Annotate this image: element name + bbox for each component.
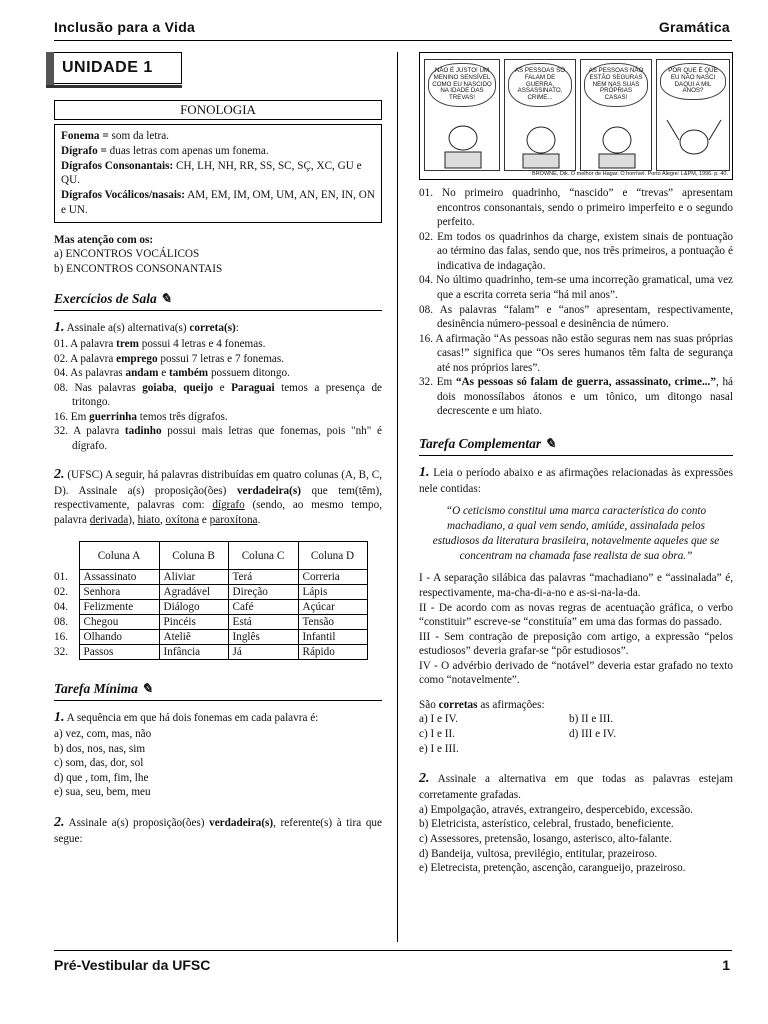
unit-banner — [54, 52, 182, 86]
statement: I - A separação silábica das palavras “machadiano” e “assinalada” é, respectivamente, ma-cha-di-a-no e as-si-na-la-da. — [419, 572, 733, 599]
table-row: 32. Passos Infância Já Rápido — [54, 645, 367, 660]
option: a) I e IV. — [419, 713, 458, 726]
tarefa-complementar-heading: Tarefa Complementar ✎ — [419, 435, 733, 456]
tc-question-1: 1. Leia o período abaixo e as afirmações relacionadas às expressões nele contidas: “O ceticismo constitui uma marca característica do conto machadiano, a qual vem sendo, amiúde, assinalada pelos estudiosos da literatura brasileira, notavelmente aqueles que se concentram na chamada fase realista de sua obra.” I - A separação silábica das palavras “machadiano” e “assinalada” é, respectivamente, ma-cha-di-a-no e as-si-na-la-da. II - De acordo com as novas regras de acentuação gráfica, o verbo “constituir” escreve-se “constituía” em uma das formas do passado. III - Sem contração de preposição com artigo, a expressão “pelos estudiosos” deveria grafar-se “pôr estudiosos”. IV - O advérbio derivado de “notável” deveria estar grafado no texto como “notavelmente”. São corretas as afirmações: a) I e IV. b) II e III. c) I e II. d) III e IV. e) I e III. — [419, 464, 733, 755]
tira-items — [419, 186, 733, 419]
footer-title: Pré-Vestibular da UFSC — [54, 957, 211, 973]
column-header: Coluna D — [298, 542, 367, 570]
header-rule — [54, 40, 732, 41]
list-item: 04. No último quadrinho, tem-se uma incorreção gramatical, uma vez que a escrita correta seria “há mil anos”. — [419, 274, 733, 301]
table-row: 01. Assassinato Aliviar Terá Correria — [54, 570, 367, 585]
option: b) Eletricista, asterístico, celebral, frustado, beneficiente. — [419, 818, 674, 831]
option: e) sua, seu, bem, meu — [54, 786, 151, 799]
option: a) vez, com, mas, não — [54, 728, 152, 741]
option: c) som, das, dor, sol — [54, 757, 144, 770]
comic-panel: POR QUE É QUE EU NÃO NASCI DAQUI A MIL ANOS? — [656, 59, 730, 171]
comic-panel: AS PESSOAS NÃO ESTÃO SEGURAS NEM NAS SUAS PRÓPRIAS CASAS! — [580, 59, 652, 171]
question-2: 2. (UFSC) A seguir, há palavras distribuídas em quatro colunas (A, B, C, D). Assinale a(s) proposição(ões) verdadeira(s) que tem(têm), respectivamente, palavras com: dígrafo (sendo, ao mesmo tempo, palavra derivada), hiato, oxítona e paroxítona. Coluna A Coluna B Coluna C Coluna D 01. Assassinato Aliviar Terá Correria 02. Senhora Agradável Direção Lápis 04. Felizmente Diálogo Café Açúcar 08. Chegou Pincéis Está Tensão 16. Olhando Ateliê Inglês Infantil 32. Passos Infância Já Rápido — [54, 466, 383, 659]
list-item: 16. A afirmação “As pessoas não estão seguras nem nas suas próprias casas!” significa que “Os seres humanos têm falta de segurança até nos próprios lares”. — [419, 332, 733, 374]
comic-panel: NÃO É JUSTO! UM MENINO SENSÍVEL COMO EU NASCIDO NA IDADE DAS TREVAS! — [424, 59, 500, 171]
option: d) III e IV. — [569, 728, 617, 741]
option: e) Eletrecista, pretenção, ascenção, carangueijo, prazeiroso. — [419, 862, 686, 875]
option: c) I e II. — [419, 728, 456, 741]
option: b) II e III. — [569, 713, 614, 726]
attention-note: Mas atenção com os: a) ENCONTROS VOCÁLICOS b) ENCONTROS CONSONANTAIS — [54, 233, 223, 275]
left-column — [54, 52, 382, 847]
option: b) dos, nos, nas, sim — [54, 742, 146, 755]
table-row: 08. Chegou Pincéis Está Tensão — [54, 615, 367, 630]
pencil-icon: ✎ — [544, 436, 556, 451]
list-item: 16. Em guerrinha temos três dígrafos. — [54, 410, 228, 423]
column-header: Coluna B — [159, 542, 228, 570]
definition: Dígrafos Vocálicos/nasais: AM, EM, IM, OM, UM, AN, EN, IN, ON e UN. — [61, 189, 375, 216]
pencil-icon: ✎ — [160, 291, 172, 307]
question-1: 1. Assinale a(s) alternativa(s) correta(s): 01. A palavra trem possui 4 letras e 4 fonemas. 02. A palavra emprego possui 7 letras e 7 fonemas. 04. As palavras andam e também possuem ditongo. 08. Nas palavras goiaba, queijo e Paraguai temos a presença de tritongo. 16. Em guerrinha temos três dígrafos. 32. A palavra tadinho possui mais letras que fonemas, pois "nh" é dígrafo. — [54, 319, 382, 453]
list-item: 01. A palavra trem possui 4 letras e 4 fonemas. — [54, 338, 266, 351]
pencil-icon: ✎ — [141, 681, 153, 697]
table-row: 04. Felizmente Diálogo Café Açúcar — [54, 600, 367, 615]
statement: III - Sem contração de preposição com artigo, a expressão “pelos estudiosos” deveria grafar-se “pôr estudiosos”. — [419, 630, 733, 658]
right-column — [419, 52, 733, 876]
columns-table — [54, 541, 368, 660]
option: d) que , tom, fim, lhe — [54, 771, 149, 784]
tm-question-2: 2. Assinale a(s) proposição(ões) verdadeira(s), referente(s) à tira que segue: — [54, 815, 382, 846]
header-subject: Gramática — [658, 19, 730, 35]
tc-question-2: 2. Assinale a alternativa em que todas as palavras estejam corretamente grafadas. a) Empolgação, através, extrangeiro, despercebido, excessão. b) Eletricista, asterístico, celebral, frustado, beneficiente. c) Assessores, pretensão, losango, asterisco, alto-falante. d) Bandeija, vultosa, previlégio, entitular, prazeiroso. e) Eletrecista, pretenção, ascenção, carangueijo, prazeiroso. — [419, 771, 733, 875]
list-item: 32. Em “As pessoas só falam de guerra, assassinato, crime...”, há dois monossílabos átonos e um tônico, um ditongo nasal decrescente e um hiato. — [419, 376, 734, 418]
list-item: 08. As palavras “falam” e “anos” apresentam, respectivamente, desinência número-pessoal e desinência de número. — [419, 303, 733, 331]
option: a) Empolgação, através, extrangeiro, despercebido, excessão. — [419, 803, 693, 816]
quote: “O ceticismo constitui uma marca característica do conto machadiano, a qual vem sendo, amiúde, assinalada pelos estudiosos da literatura brasileira, notavelmente aqueles que se concentram na chamada fase realista de sua obra.” — [432, 505, 720, 562]
list-item: 02. Em todos os quadrinhos da charge, existem sinais de pontuação ao término das falas, sendo que, nos três primeiros, a pontuação é indicativa de indagação. — [419, 230, 733, 272]
list-item: 32. A palavra tadinho possui mais letras que fonemas, pois "nh" é dígrafo. — [54, 425, 382, 453]
column-header: Coluna C — [228, 542, 298, 570]
page-number: 1 — [722, 957, 730, 973]
list-item: 04. As palavras andam e também possuem ditongo. — [54, 367, 290, 380]
definition: Dígrafos Consonantais: CH, LH, NH, RR, SS, SC, SÇ, XC, GU e QU. — [61, 159, 362, 187]
tm-question-1: 1. A sequência em que há dois fonemas em cada palavra é: a) vez, com, mas, não b) dos, nos, nas, sim c) som, das, dor, sol d) que , tom, fim, lhe e) sua, seu, bem, meu — [54, 709, 382, 800]
list-item: 02. A palavra emprego possui 7 letras e 7 fonemas. — [54, 352, 285, 365]
comic-panel: AS PESSOAS SÓ FALAM DE GUERRA, ASSASSINATO, CRIME... — [504, 59, 576, 171]
list-item: 01. No primeiro quadrinho, “nascido” e “trevas” apresentam encontros consonantais, sendo o primeiro imperfeito e o segundo perfeito. — [419, 187, 733, 229]
option: e) I e III. — [419, 742, 459, 755]
comic-strip — [419, 52, 733, 180]
definition: Dígrafo = duas letras com apenas um fonema. — [61, 144, 269, 157]
unit-title: UNIDADE 1 — [54, 52, 182, 84]
header-title: Inclusão para a Vida — [54, 19, 196, 35]
list-item: 08. Nas palavras goiaba, queijo e Paraguai temos a presença de tritongo. — [54, 381, 382, 409]
statement: II - De acordo com as novas regras de acentuação gráfica, o verbo “constituir” escreve-se “constituía” em uma das formas do passado. — [419, 601, 733, 629]
statement: IV - O advérbio derivado de “notável” deveria estar grafado no texto como “notavelmente”. — [419, 659, 733, 687]
footer-rule — [54, 950, 732, 951]
column-header: Coluna A — [79, 542, 159, 570]
section-title: FONOLOGIA — [54, 100, 382, 120]
column-divider — [397, 52, 398, 942]
option: d) Bandeija, vultosa, previlégio, entitular, prazeiroso. — [419, 847, 658, 860]
comic-credit: BROWNE, Dik. O melhor de Hagar. O horrível. Porto Alegre: L&PM, 1996. p. 40. — [532, 170, 728, 177]
table-row: 16. Olhando Ateliê Inglês Infantil — [54, 630, 367, 645]
definition: Fonema = som da letra. — [61, 130, 169, 142]
table-row: 02. Senhora Agradável Direção Lápis — [54, 585, 367, 600]
exercicios-heading: Exercícios de Sala ✎ — [54, 290, 382, 311]
tarefa-minima-heading: Tarefa Mínima ✎ — [54, 680, 382, 701]
definitions-box — [54, 124, 382, 223]
option: c) Assessores, pretensão, losango, asterisco, alto-falante. — [419, 833, 672, 846]
